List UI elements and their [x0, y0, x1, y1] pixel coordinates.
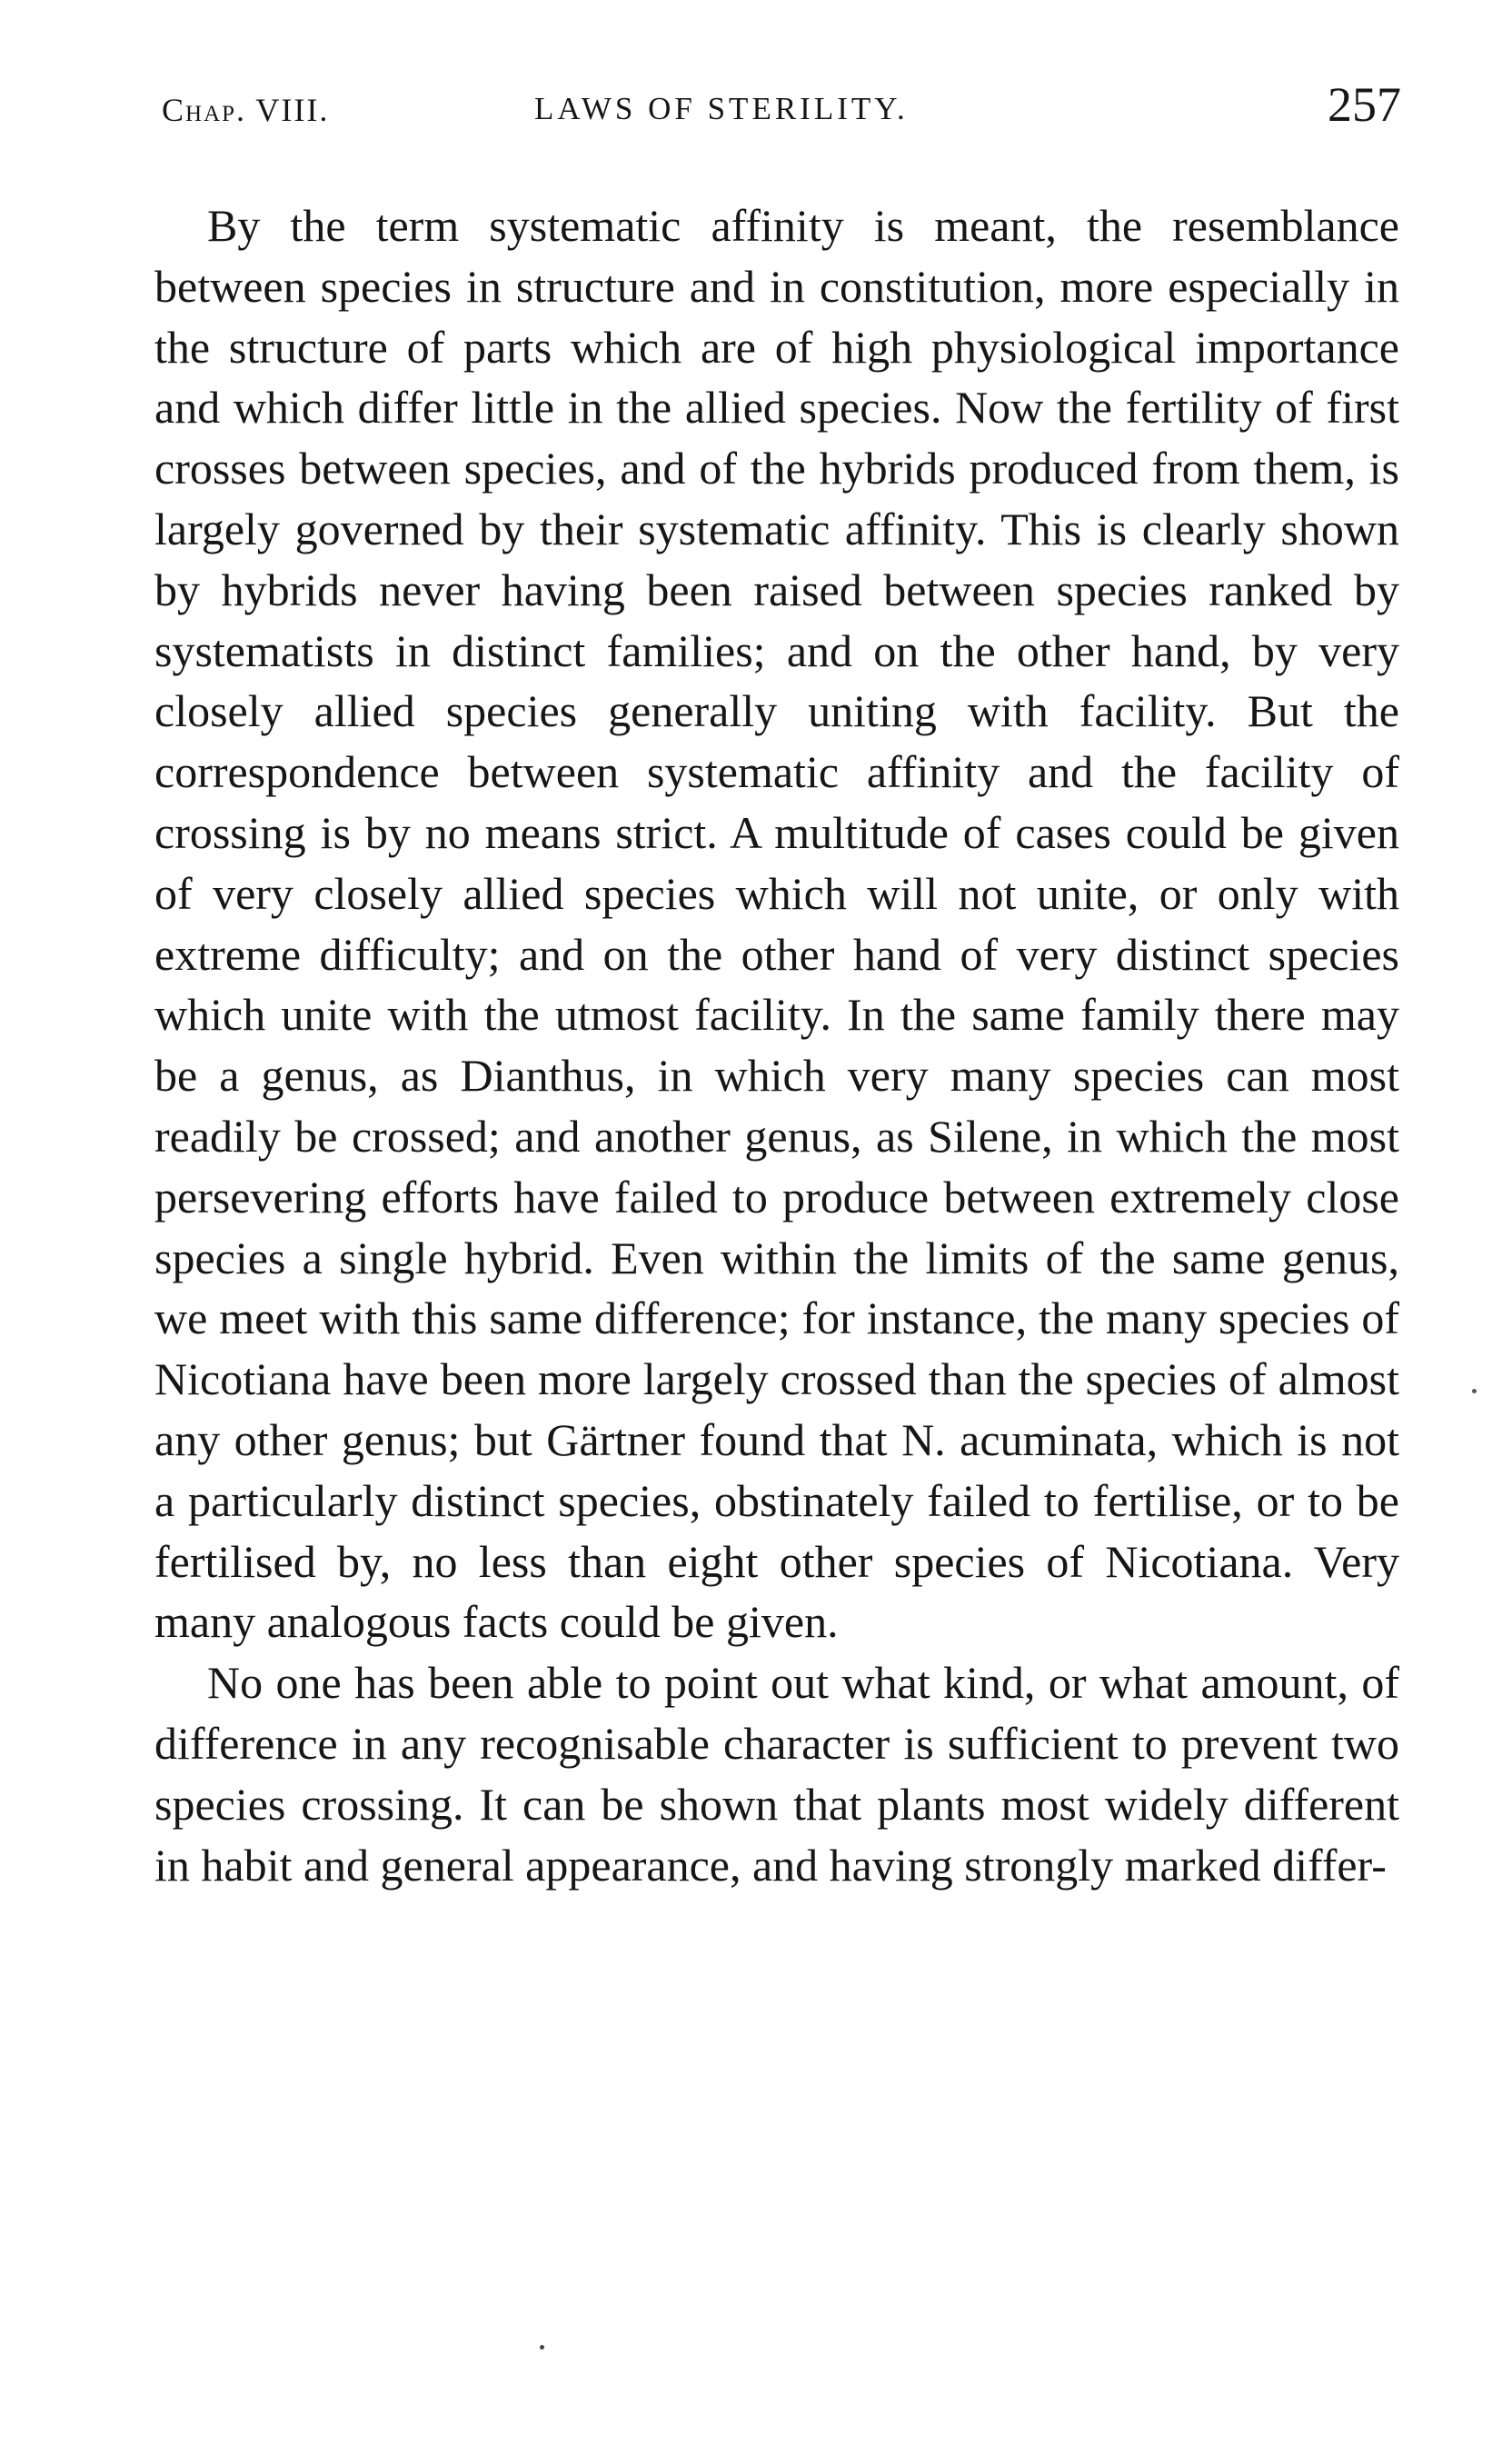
chapter-label: Chap. VIII.	[162, 92, 330, 128]
page-number: 257	[1328, 77, 1401, 132]
margin-speck	[1472, 1389, 1477, 1393]
paragraph-1: By the term systematic affinity is meant, the resemblance between species in structure and in constitution, more especially in the structure of parts which are of high physiological importance and which differ little in the allied species. Now the fertility of first crosses between species, and of the hybrids produced from them, is largely governed by their systematic affinity. This is clearly shown by hybrids never having been raised between species ranked by systematists in distinct families; and on the other hand, by very closely allied species generally uniting with facility. But the correspondence between systematic affinity and the facility of crossing is by no means strict. A multitude of cases could be given of very closely allied species which will not unite, or only with extreme difficulty; and on the other hand of very distinct species which unite with the utmost facility. In the same family there may be a genus, as Dianthus, in which very many species can most readily be crossed; and another genus, as Silene, in which the most persevering efforts have failed to produce between extremely close species a single hybrid. Even within the limits of the same genus, we meet with this same difference; for instance, the many species of Nicotiana have been more largely crossed than the species of almost any other genus; but Gärtner found that N. acuminata, which is not a particularly distinct species, obstinately failed to fertilise, or to be fertilised by, no less than eight other species of Nicotiana. Very many analogous facts could be given.	[154, 200, 1399, 1648]
footer-speck	[540, 2345, 544, 2350]
running-header	[162, 75, 1401, 147]
running-title: LAWS OF STERILITY.	[534, 91, 909, 126]
body-text	[154, 195, 1399, 1895]
paragraph-2: No one has been able to point out what kind, or what amount, of difference in any recognisable character is sufficient to prevent two species crossing. It can be shown that plants most widely different in habit and general appearance, and having strongly marked differ-	[154, 1657, 1399, 1891]
